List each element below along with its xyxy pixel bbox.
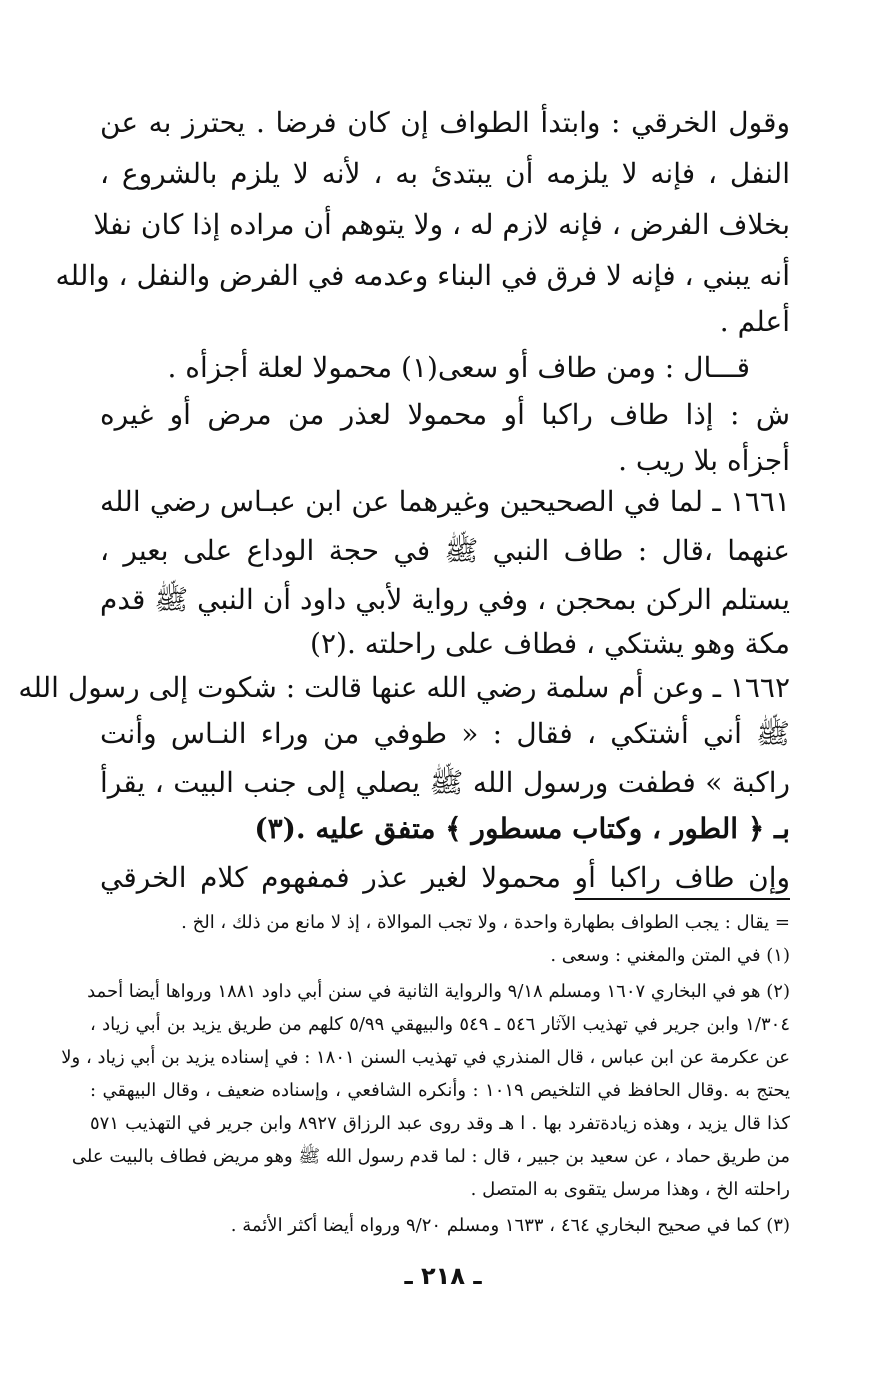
footnote-divider [575, 898, 790, 900]
text-line: وإن طاف راكبا أو محمولا لغير عذر فمفهوم كلام الخرقي [100, 861, 790, 894]
text-line: وقول الخرقي : وابتدأ الطواف إن كان فرضا . يحترز به عن [100, 106, 790, 139]
text-line: يستلم الركن بمحجن ، وفي رواية لأبي داود أن النبي ﷺ قدم [100, 583, 790, 616]
footnote-line: (٣) كما في صحيح البخاري ٤٦٤ ، ١٦٣٣ ومسلم ٩/٢٠ ورواه أيضا أكثر الأئمة . [230, 1215, 790, 1236]
footnote-line: عن عكرمة عن ابن عباس ، قال المنذري في تهذيب السنن ١٨٠١ : في إسناده يزيد بن أبي زياد ، ولا [61, 1047, 790, 1068]
text-line: بخلاف الفرض ، فإنه لازم له ، ولا يتوهم أن مراده إذا كان نفلا [93, 208, 790, 241]
footnote-line: من طريق حماد ، عن سعيد بن جبير ، قال : لما قدم رسول الله ﷺ وهو مريض فطاف بالبيت على [71, 1146, 790, 1167]
hadith-1662-line: ١٦٦٢ ـ وعن أم سلمة رضي الله عنها قالت : شكوت إلى رسول الله [18, 671, 790, 704]
footnote-line: كذا قال يزيد ، وهذه زيادةتفرد بها . ا هـ وقد روى عبد الرزاق ٨٩٢٧ وابن جرير في التهذيب ٥٧١ [90, 1113, 790, 1134]
text-line: قـــال : ومن طاف أو سعى(١) محمولا لعلة أجزأه . [167, 351, 750, 384]
text-line: مكة وهو يشتكي ، فطاف على راحلته .(٢) [310, 627, 790, 660]
text-line: عنهما ،قال : طاف النبي ﷺ في حجة الوداع على بعير ، [100, 534, 790, 567]
footnote-line: ١/٣٠٤ وابن جرير في تهذيب الآثار ٥٤٦ ـ ٥٤٩ والبيهقي ٥/٩٩ كلهم من طريق يزيد بن أبي زياد ، [90, 1014, 790, 1035]
footnote-line: (٢) هو في البخاري ١٦٠٧ ومسلم ٩/١٨ والرواية الثانية في سنن أبي داود ١٨٨١ ورواها أيضا أحمد [87, 981, 790, 1002]
page-number: ـ ٢١٨ ـ [404, 1262, 482, 1290]
text-line: راكبة » فطفت ورسول الله ﷺ يصلي إلى جنب البيت ، يقرأ [100, 766, 790, 799]
text-line: النفل ، فإنه لا يلزمه أن يبتدئ به ، لأنه لا يلزم بالشروع ، [100, 157, 790, 190]
text-line: أعلم . [719, 305, 790, 338]
text-line: أنه يبني ، فإنه لا فرق في البناء وعدمه في الفرض والنفل ، والله [55, 259, 790, 292]
text-line: ﷺ أني أشتكي ، فقال : « طوفي من وراء النـاس وأنت [100, 717, 790, 750]
footnote-line: = يقال : يجب الطواف بطهارة واحدة ، ولا تجب الموالاة ، إذ لا مانع من ذلك ، الخ . [181, 912, 790, 933]
footnote-line: (١) في المتن والمغني : وسعى . [550, 945, 790, 966]
quran-quote-line: بـ ﴿ الطور ، وكتاب مسطور ﴾ متفق عليه .(٣) [254, 812, 790, 845]
text-line: ش : إذا طاف راكبا أو محمولا لعذر من مرض أو غيره [100, 398, 790, 431]
hadith-1661-line: ١٦٦١ ـ لما في الصحيحين وغيرهما عن ابن عبـاس رضي الله [100, 485, 790, 518]
footnote-line: راحلته الخ ، وهذا مرسل يتقوى به المتصل . [470, 1179, 790, 1200]
footnote-line: يحتج به .وقال الحافظ في التلخيص ١٠١٩ : وأنكره الشافعي ، وإسناده ضعيف ، وقال البيهقي : [90, 1080, 790, 1101]
text-line: أجزأه بلا ريب . [618, 444, 790, 477]
